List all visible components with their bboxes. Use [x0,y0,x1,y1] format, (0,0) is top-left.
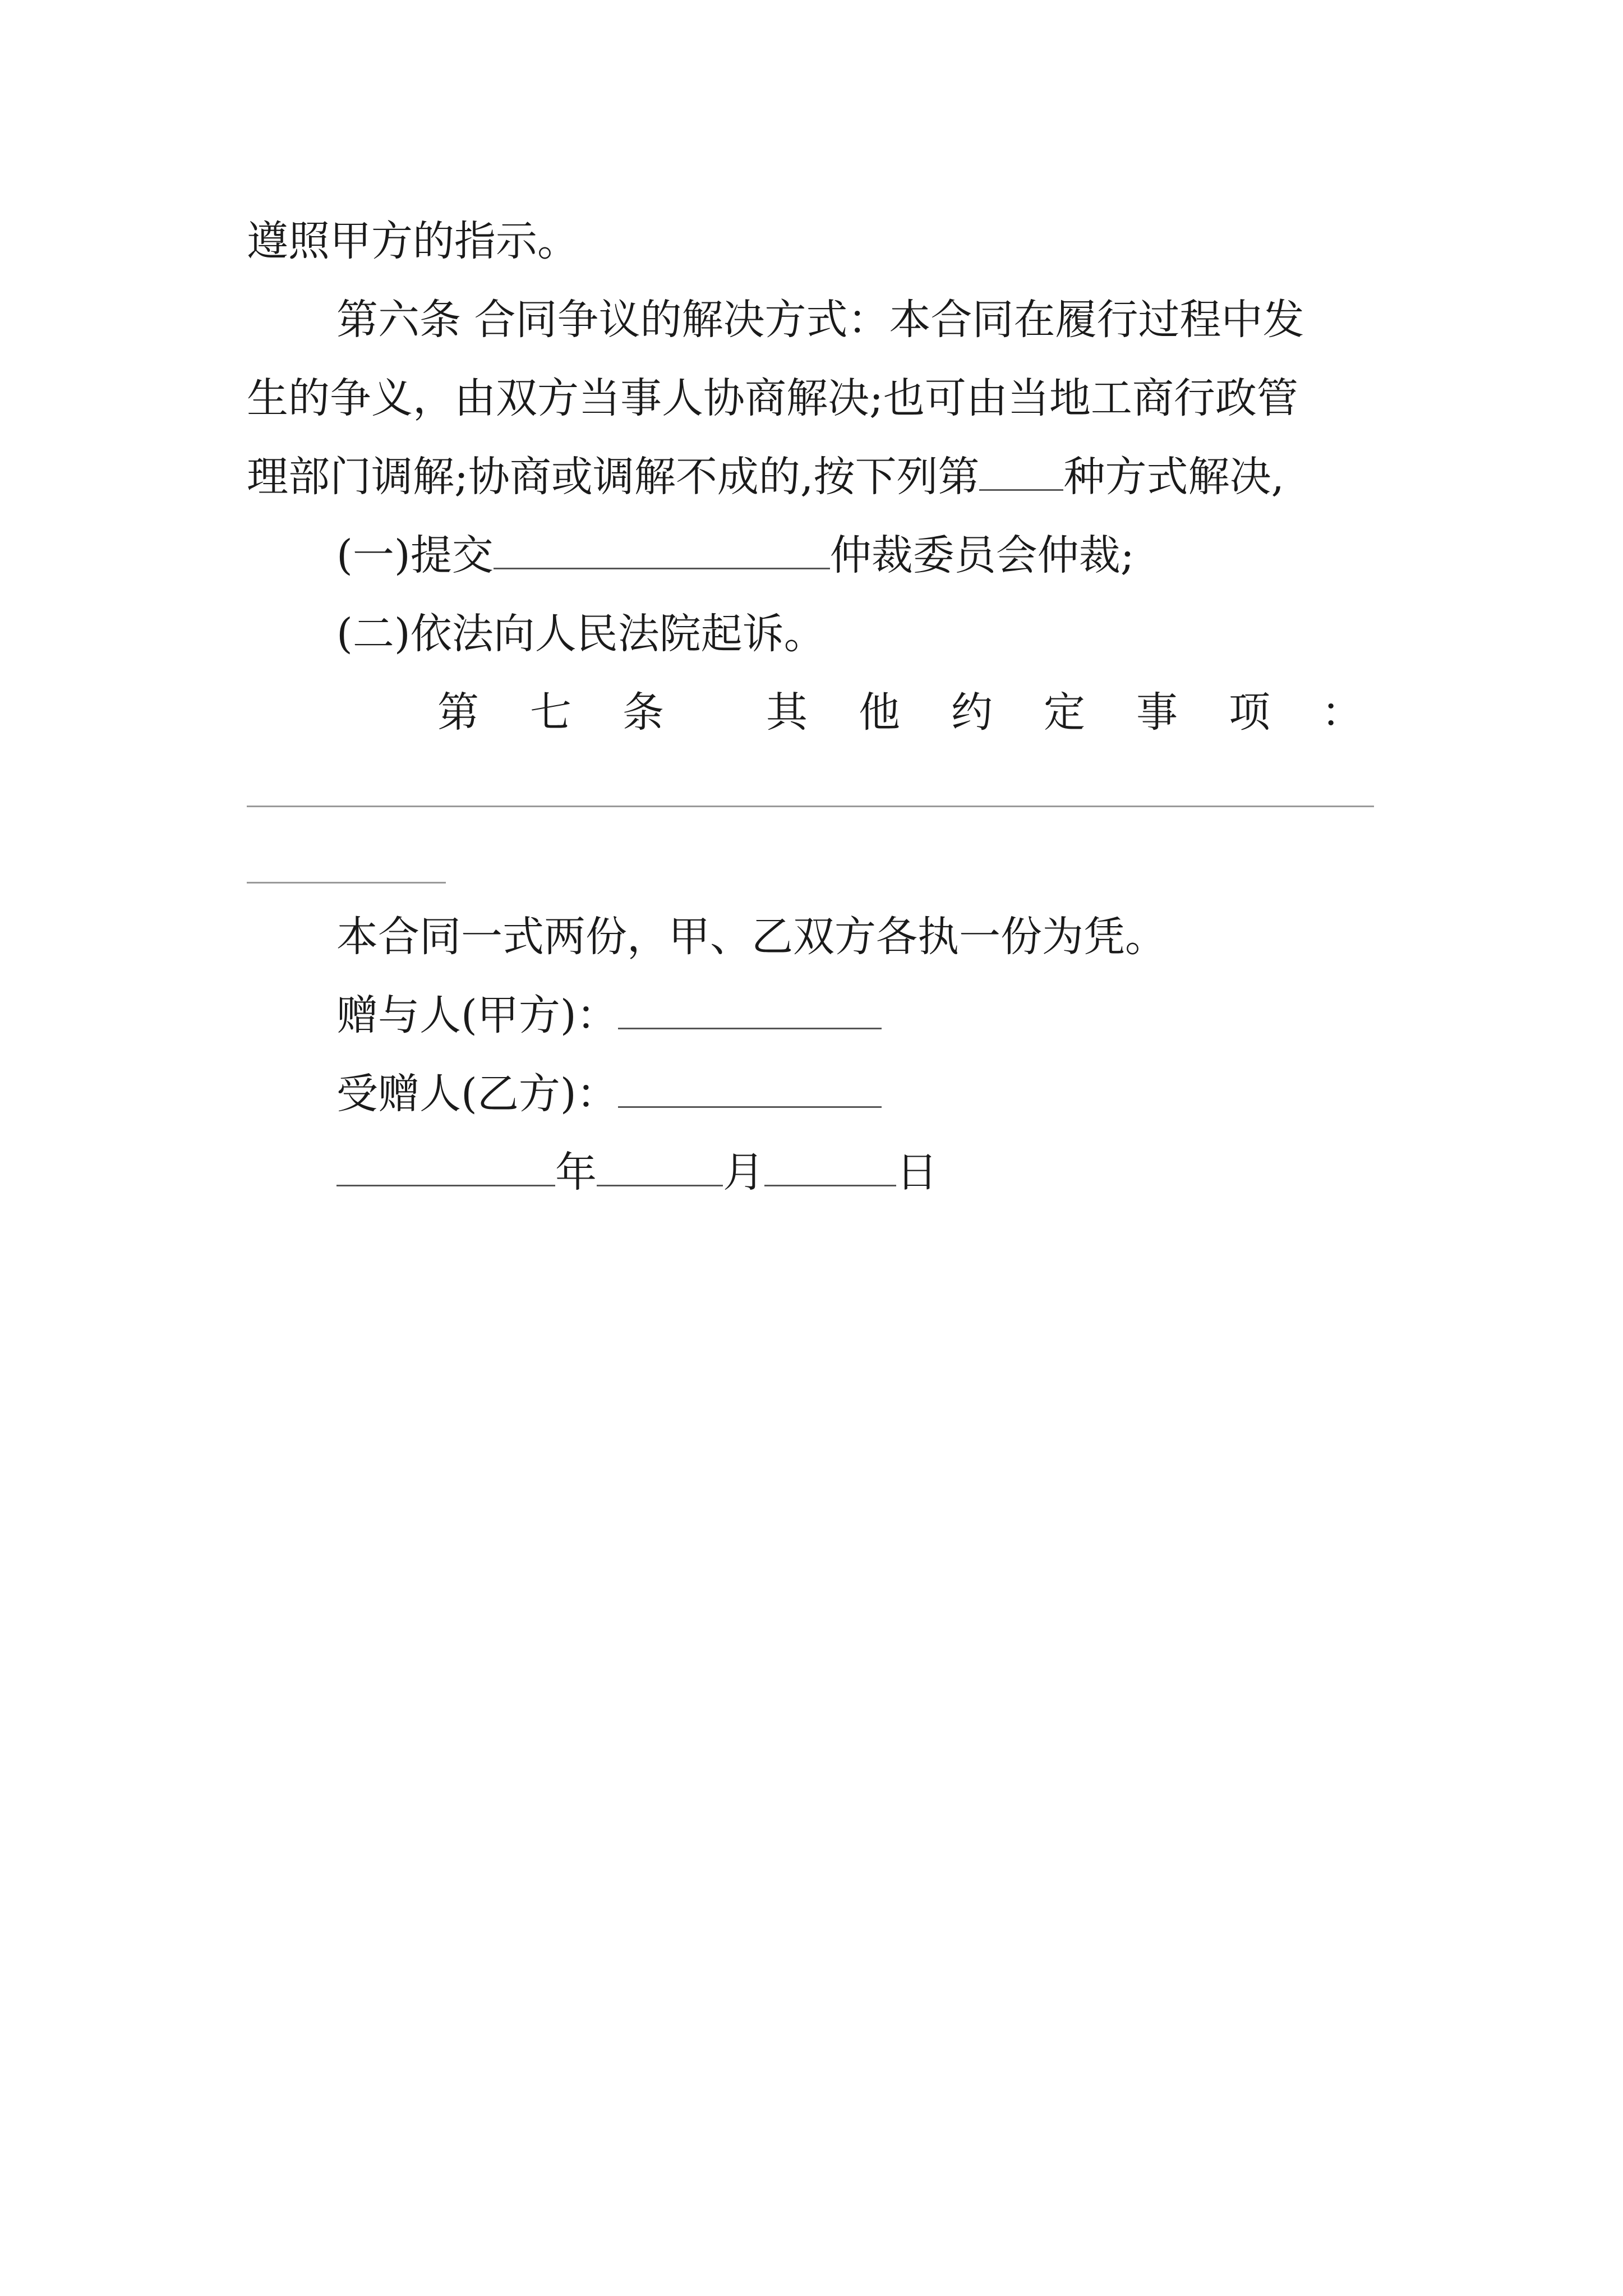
donor-signature-blank[interactable] [618,991,882,1029]
month-label: 月 [723,1148,764,1197]
article-7-char: 事 [1136,688,1178,737]
article-6-line-3-text: 理部门调解;协商或调解不成的,按下列第 [247,453,980,501]
other-matters-blank-line-1[interactable] [247,806,1374,807]
donor-signature-line [336,987,882,1043]
article-7-char: 七 [530,688,571,737]
article-7-char: 他 [859,688,900,737]
article-6-line-1: 第六条 合同争议的解决方式：本合同在履行过程中发 [336,296,1304,344]
article-7-char: 第 [437,688,479,737]
year-blank[interactable] [336,1148,555,1186]
donor-label: 赠与人(甲方)： [336,991,618,1039]
article-7-char: 项 [1229,688,1270,737]
month-blank[interactable] [597,1148,723,1186]
donee-signature-blank[interactable] [618,1069,882,1108]
donee-signature-line [336,1066,882,1122]
day-blank[interactable] [764,1148,896,1186]
paragraph-continuation: 遵照甲方的指示。 [247,217,579,265]
article-7-char: ： [1321,688,1363,737]
option-1-label: (一)提交 [336,531,494,579]
article-7-heading [437,684,1363,740]
option-2: (二)依法向人民法院起诉。 [336,610,826,658]
article-6-line-2: 生的争义，由双方当事人协商解决;也可由当地工商行政管 [247,374,1298,422]
article-7-char: 定 [1044,688,1085,737]
article-6-line-3-tail: 种方式解决, [1063,453,1284,501]
donee-label: 受赠人(乙方)： [336,1070,618,1118]
article-7-char: 其 [766,688,808,737]
year-label: 年 [555,1148,597,1197]
option-1 [336,527,1135,583]
option-1-tail: 仲裁委员会仲裁; [829,531,1135,579]
day-label: 日 [896,1148,938,1197]
article-6-line-3 [247,449,1284,505]
arbitration-commission-blank[interactable] [494,531,830,569]
article-7-char: 条 [623,688,664,737]
other-matters-blank-line-2[interactable] [247,882,446,884]
copies-statement: 本合同一式两份，甲、乙双方各执一份为凭。 [336,913,1166,961]
article-7-char: 约 [951,688,993,737]
method-number-blank[interactable] [979,452,1063,491]
date-line [336,1144,938,1200]
